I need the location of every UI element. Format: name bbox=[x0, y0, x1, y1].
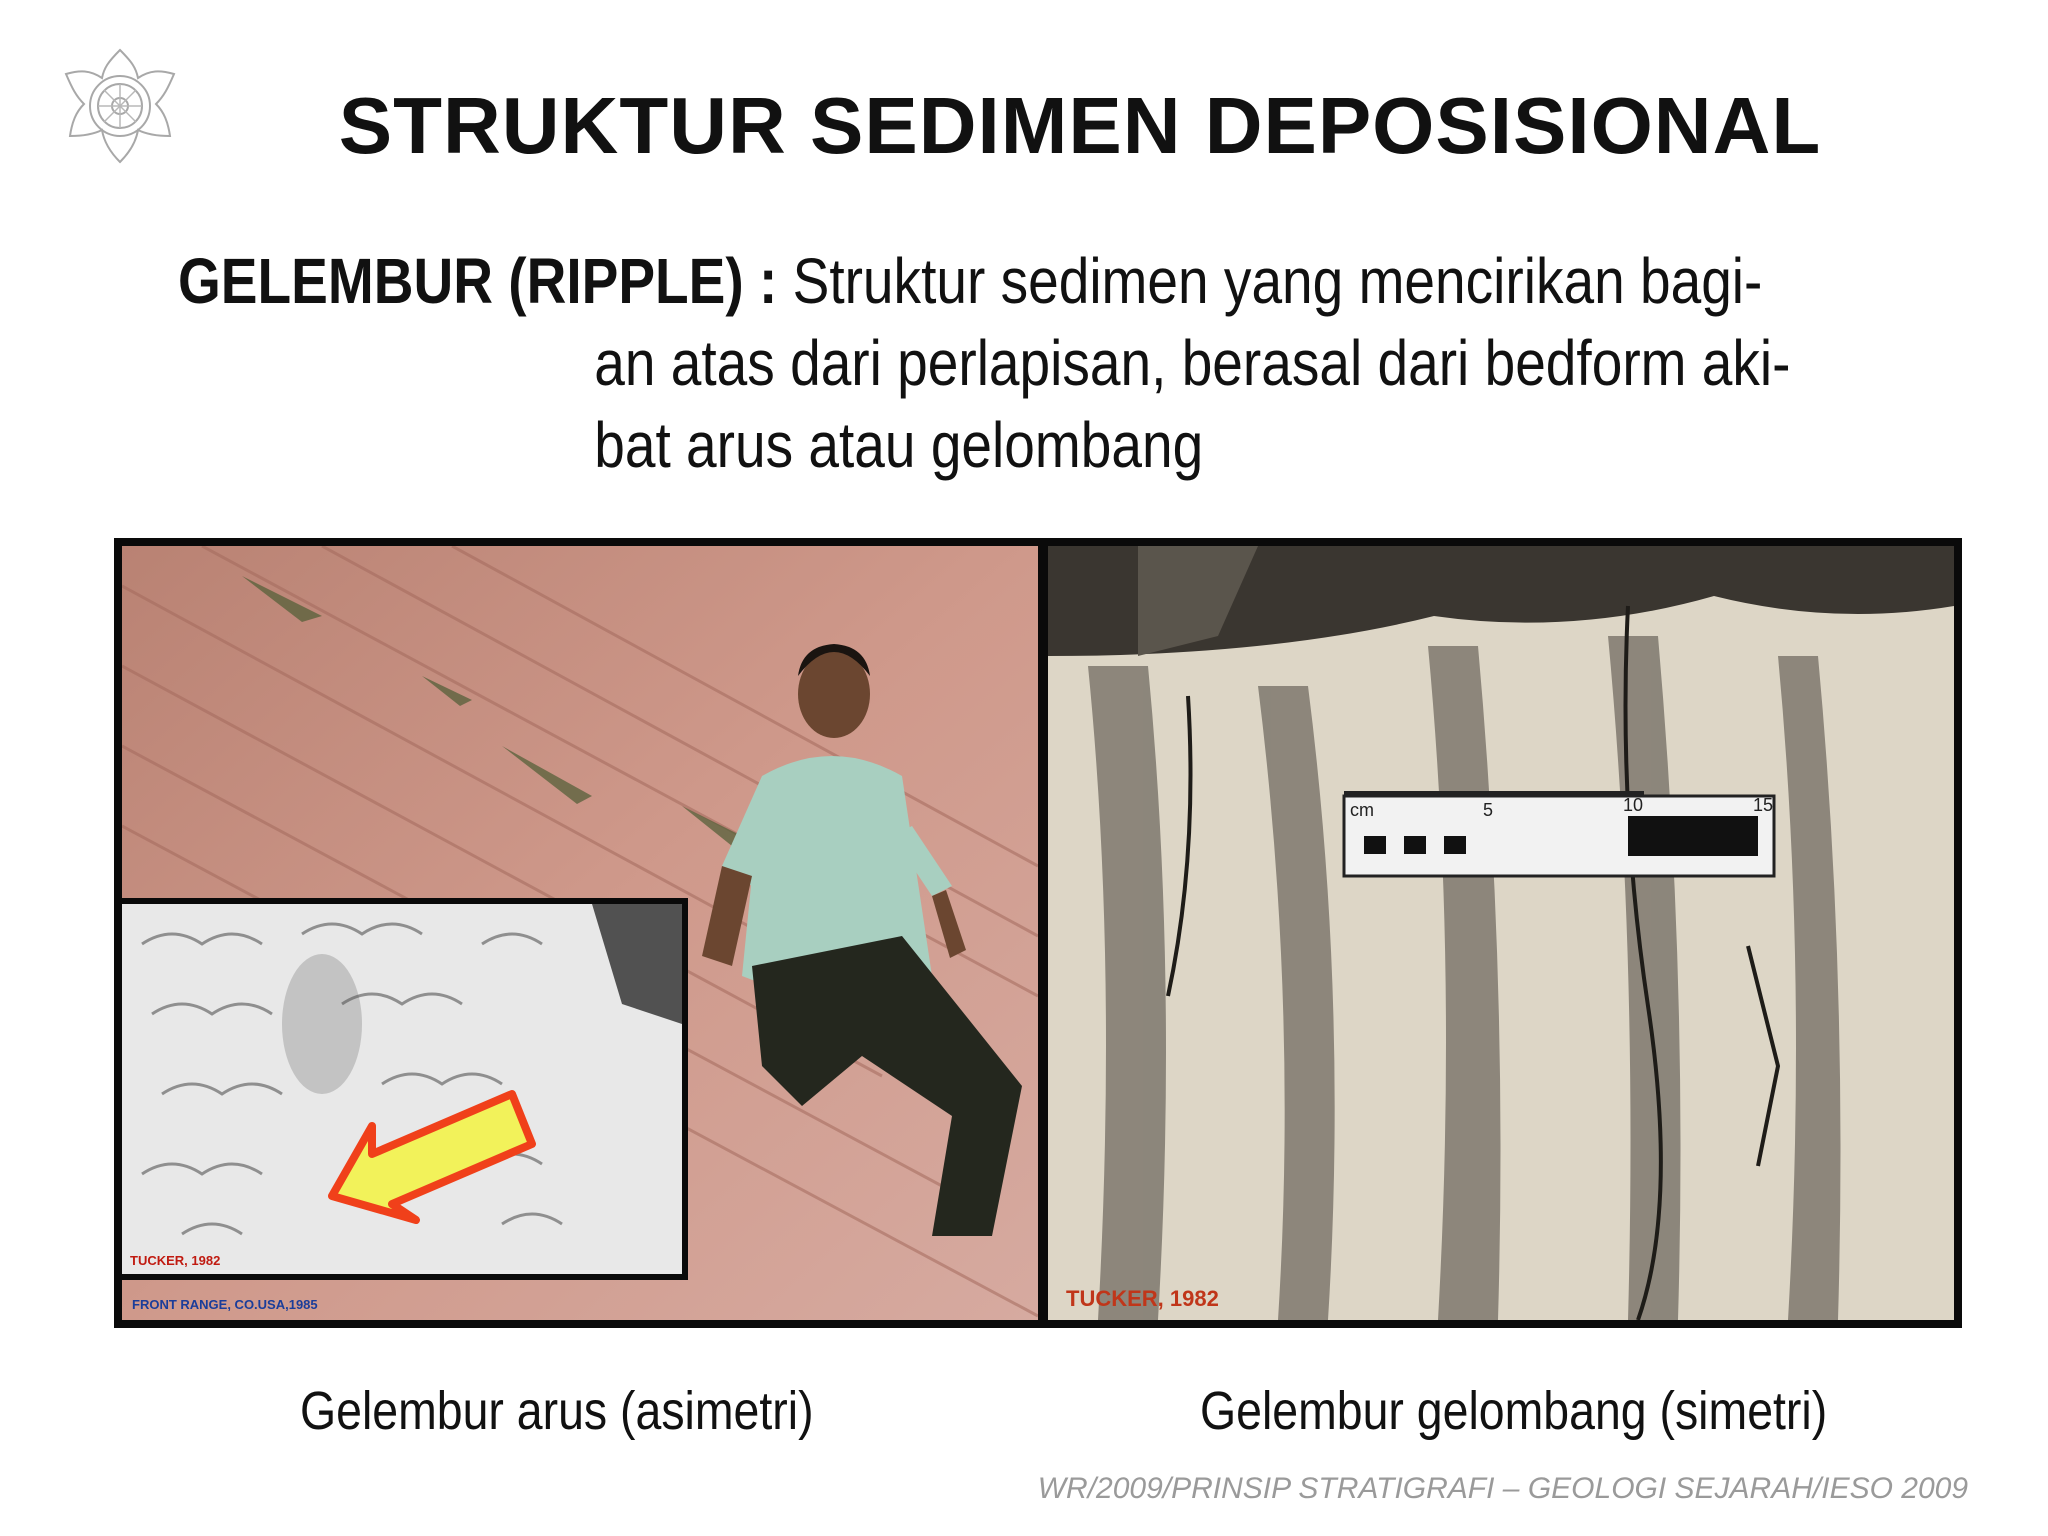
ripple-inset-photo bbox=[122, 898, 688, 1280]
definition-line-1 bbox=[178, 240, 1762, 322]
scale-label-5: 5 bbox=[1483, 800, 1494, 820]
left-caption: Gelembur arus (asimetri) bbox=[300, 1381, 814, 1441]
right-photo-credit: TUCKER, 1982 bbox=[1066, 1286, 1219, 1311]
definition-term: GELEMBUR (RIPPLE) : bbox=[178, 245, 778, 317]
university-seal-icon bbox=[58, 44, 182, 168]
scale-label-10: 10 bbox=[1623, 795, 1644, 815]
definition-line-2: an atas dari perlapisan, berasal dari bedform aki- bbox=[594, 327, 1791, 399]
right-caption: Gelembur gelombang (simetri) bbox=[1200, 1381, 1828, 1441]
slide-footer: WR/2009/PRINSIP STRATIGRAFI – GEOLOGI SEJARAH/IESO 2009 bbox=[1037, 1472, 1968, 1505]
ripple-inset-image bbox=[122, 904, 682, 1274]
photo-frame bbox=[114, 538, 1962, 1328]
scale-label-15: 15 bbox=[1753, 795, 1774, 815]
current-ripple-photo bbox=[122, 546, 1038, 1320]
wave-ripple-image bbox=[1048, 546, 1954, 1320]
inset-credit: TUCKER, 1982 bbox=[130, 1253, 221, 1268]
slide-title: STRUKTUR SEDIMEN DEPOSISIONAL bbox=[338, 81, 1822, 170]
definition-line-3: bat arus atau gelombang bbox=[594, 409, 1204, 481]
scale-label-cm: cm bbox=[1350, 800, 1374, 820]
definition-text-1: Struktur sedimen yang mencirikan bagi- bbox=[792, 245, 1763, 317]
wave-ripple-photo bbox=[1048, 546, 1954, 1320]
left-photo-credit: FRONT RANGE, CO.USA,1985 bbox=[132, 1297, 318, 1312]
scale-bar bbox=[1344, 791, 1774, 876]
